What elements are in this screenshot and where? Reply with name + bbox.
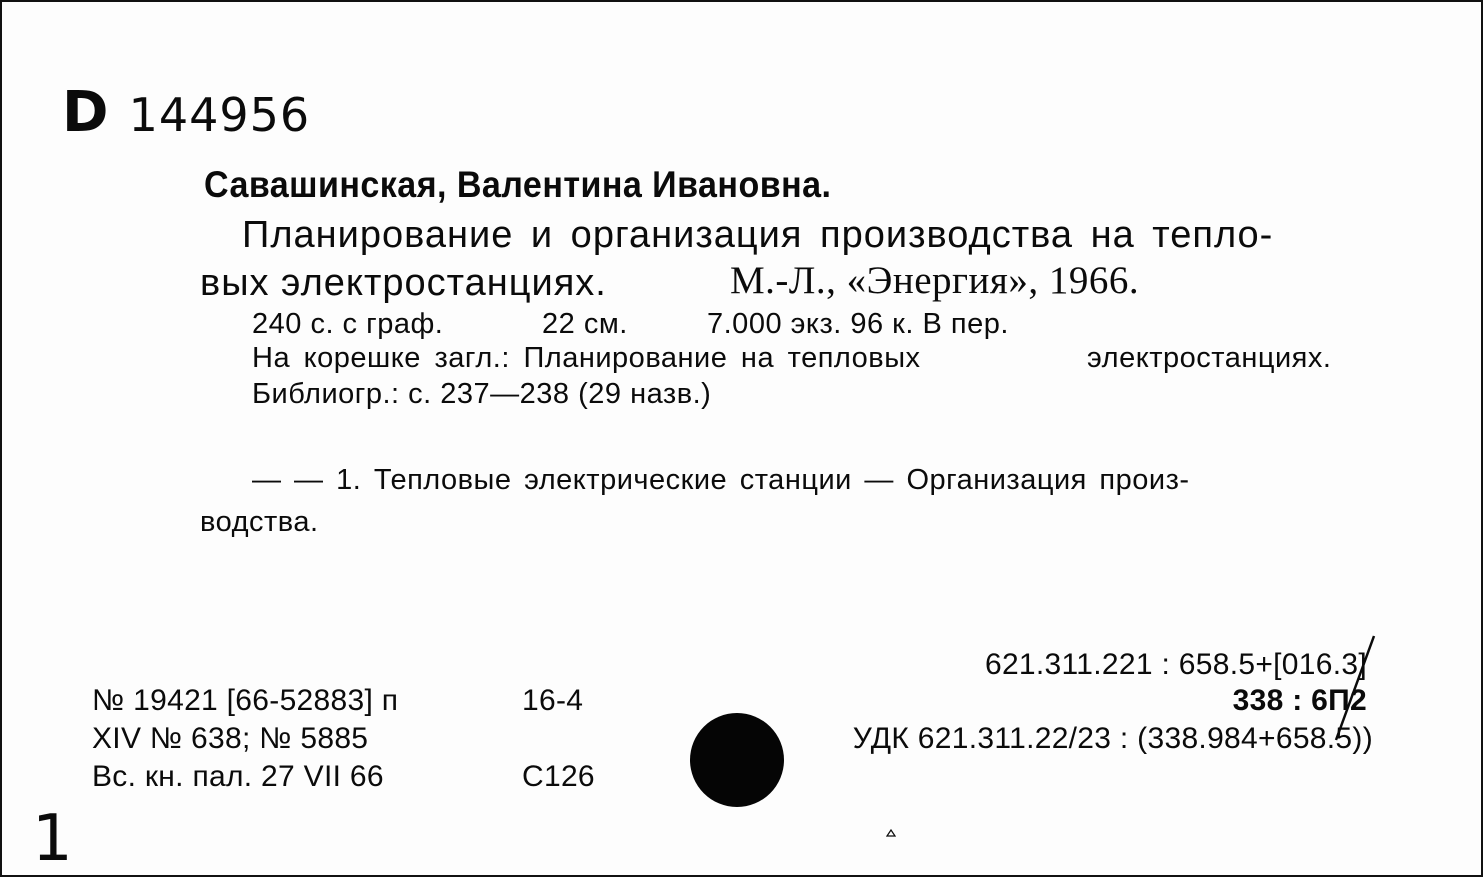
note-spine-title: На корешке загл.: Планирование на тепловых xyxy=(252,342,921,374)
ink-speck xyxy=(886,828,896,838)
index-code-2: С126 xyxy=(522,760,595,793)
hand-slash-mark xyxy=(1296,632,1396,752)
subject-heading-line-1: — — 1. Тепловые электрические станции — Организация произ- xyxy=(252,464,1190,496)
title-line-1: Планирование и организация производства на тепло- xyxy=(242,214,1274,256)
author-heading: Савашинская, Валентина Ивановна. xyxy=(204,164,832,205)
catalog-number-prefix: D xyxy=(62,80,110,145)
registration-line-2: XIV № 638; № 5885 xyxy=(92,722,369,755)
catalog-number-digits: 144956 xyxy=(128,88,311,142)
note-spine-title-end: электростанциях. xyxy=(1087,342,1332,374)
note-bibliography: Библиогр.: с. 237—238 (29 назв.) xyxy=(252,378,712,410)
collation-size: 22 см. xyxy=(542,308,628,340)
title-line-2: вых электростанциях. xyxy=(200,262,607,304)
handwritten-one: 1 xyxy=(32,802,73,876)
subject-heading-line-2: водства. xyxy=(200,506,319,538)
udc-classification: УДК 621.311.22/23 : (338.984+658.5)) xyxy=(852,722,1373,755)
classification-line-2: 338 : 6П2 xyxy=(1232,684,1367,717)
punch-hole xyxy=(690,713,784,807)
index-code-1: 16-4 xyxy=(522,684,584,717)
imprint: М.-Л., «Энергия», 1966. xyxy=(730,259,1140,302)
classification-line-1: 621.311.221 : 658.5+[016.3] xyxy=(984,648,1367,681)
catalog-number xyxy=(62,80,310,145)
collation-pages: 240 с. с граф. xyxy=(252,308,444,340)
registration-line-3: Вс. кн. пал. 27 VII 66 xyxy=(92,760,384,793)
registration-line-1: № 19421 [66-52883] п xyxy=(92,684,399,717)
collation-print-run: 7.000 экз. 96 к. В пер. xyxy=(707,308,1009,340)
